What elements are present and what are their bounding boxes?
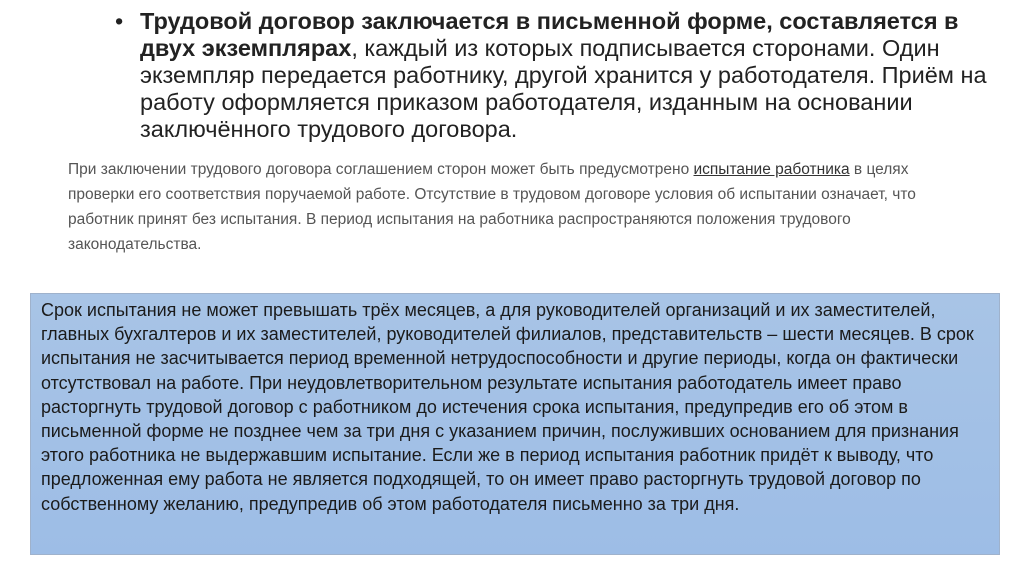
highlight-box [30, 293, 1000, 555]
highlight-box-text: Срок испытания не может превышать трёх месяцев, а для руководителей организаций и их заместителей, главных бухгалтеров и их заместителей, руководителей филиалов, представительств – шести месяцев. В срок испытания не засчитывается период временной нетрудоспособности и другие периоды, когда он фактически отсутствовал на работе. При неудовлетворительном результате испытания работодатель имеет право расторгнуть трудовой договор с работником до истечения срока испытания, предупредив его об этом в письменной форме не позднее чем за три дня с указанием причин, послуживших основанием для признания этого работника не выдержавшим испытание. Если же в период испытания работник придёт к выводу, что предложенная ему работа не является подходящей, то он имеет право расторгнуть трудовой договор по собственному желанию, предупредив об этом работодателя письменно за три дня. [41, 300, 974, 514]
bullet-bold-text: Трудовой договор заключается в письменной форме, составляется в двух экземплярах [140, 8, 959, 61]
bullet-rest-text: , каждый из которых подписывается сторонами. Один экземпляр передается работнику, другой хранится у работодателя. Приём на работу оформляется приказом работодателя, изданным на основании заключённого трудового договора. [140, 35, 987, 142]
paragraph-text-after: в целях проверки его соответствия поручаемой работе. Отсутствие в трудовом договоре условия об испытании означает, что работник принят без испытания. В период испытания на работника распространяются положения трудового законодательства. [68, 161, 916, 253]
paragraph-text-before: При заключении трудового договора соглашением сторон может быть предусмотрено [68, 161, 694, 178]
bullet-icon: • [115, 8, 124, 34]
bullet-item [115, 8, 995, 143]
probation-link[interactable]: испытание работника [693, 161, 850, 178]
bullet-text [140, 8, 995, 143]
probation-paragraph [68, 157, 968, 257]
